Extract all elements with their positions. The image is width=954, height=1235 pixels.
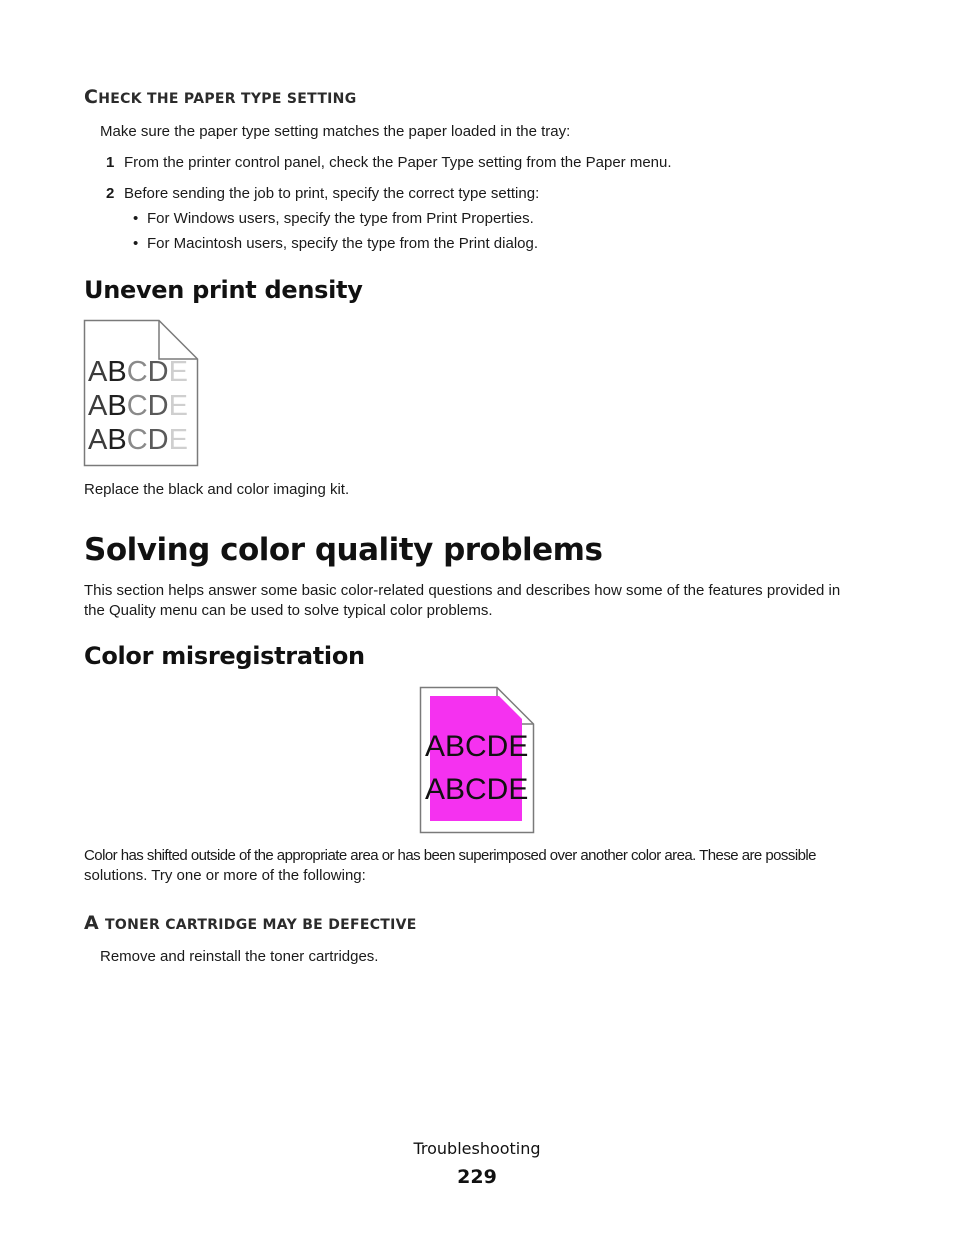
uneven-density-caption: Replace the black and color imaging kit. (84, 481, 350, 498)
footer-page-number: 229 (457, 1166, 497, 1188)
footer-chapter-label: Troubleshooting (413, 1139, 541, 1158)
solving-color-heading: Solving color quality problems (84, 532, 603, 568)
step-2 (106, 184, 539, 204)
step-2-number: 2 (106, 185, 115, 202)
toner-instruction: Remove and reinstall the toner cartridges. (100, 948, 379, 965)
misregistration-illustration (419, 686, 535, 834)
subsection-heading-paper-type: CHECK THE PAPER TYPE SETTING (84, 86, 357, 108)
uneven-density-illustration (83, 319, 199, 467)
misreg-sample-line-2: ABCDE (425, 773, 529, 806)
misreg-sample-line-1: ABCDE (425, 730, 529, 763)
misregistration-paragraph: Color has shifted outside of the appropriate area or has been superimposed over another color area. These are possible solutions. Try one or more of the following: (84, 847, 816, 884)
solving-color-paragraph: This section helps answer some basic color-related questions and describes how some of the features provided in the Quality menu can be used to solve typical color problems. (84, 582, 841, 619)
bullet-windows: • For Windows users, specify the type from Print Properties. (133, 210, 534, 227)
density-sample-line-2: ABCDE (88, 390, 188, 422)
uneven-print-density-heading: Uneven print density (84, 276, 363, 304)
bullet-dot-icon: • (133, 210, 139, 227)
bullet-macintosh: • For Macintosh users, specify the type from the Print dialog. (133, 235, 539, 252)
step-1-text: From the printer control panel, check the Paper Type setting from the Paper menu. (124, 154, 672, 171)
color-misregistration-heading: Color misregistration (84, 642, 365, 670)
density-sample-line-1: ABCDE (88, 356, 188, 388)
bullet-dot-icon: • (133, 235, 139, 252)
step-1 (106, 153, 672, 173)
density-sample-line-3: ABCDE (88, 424, 188, 456)
step-1-number: 1 (106, 154, 115, 171)
step-2-text: Before sending the job to print, specify the correct type setting: (124, 185, 540, 202)
subsection-heading-toner: A TONER CARTRIDGE MAY BE DEFECTIVE (84, 912, 417, 934)
paper-type-intro: Make sure the paper type setting matches the paper loaded in the tray: (100, 123, 571, 140)
